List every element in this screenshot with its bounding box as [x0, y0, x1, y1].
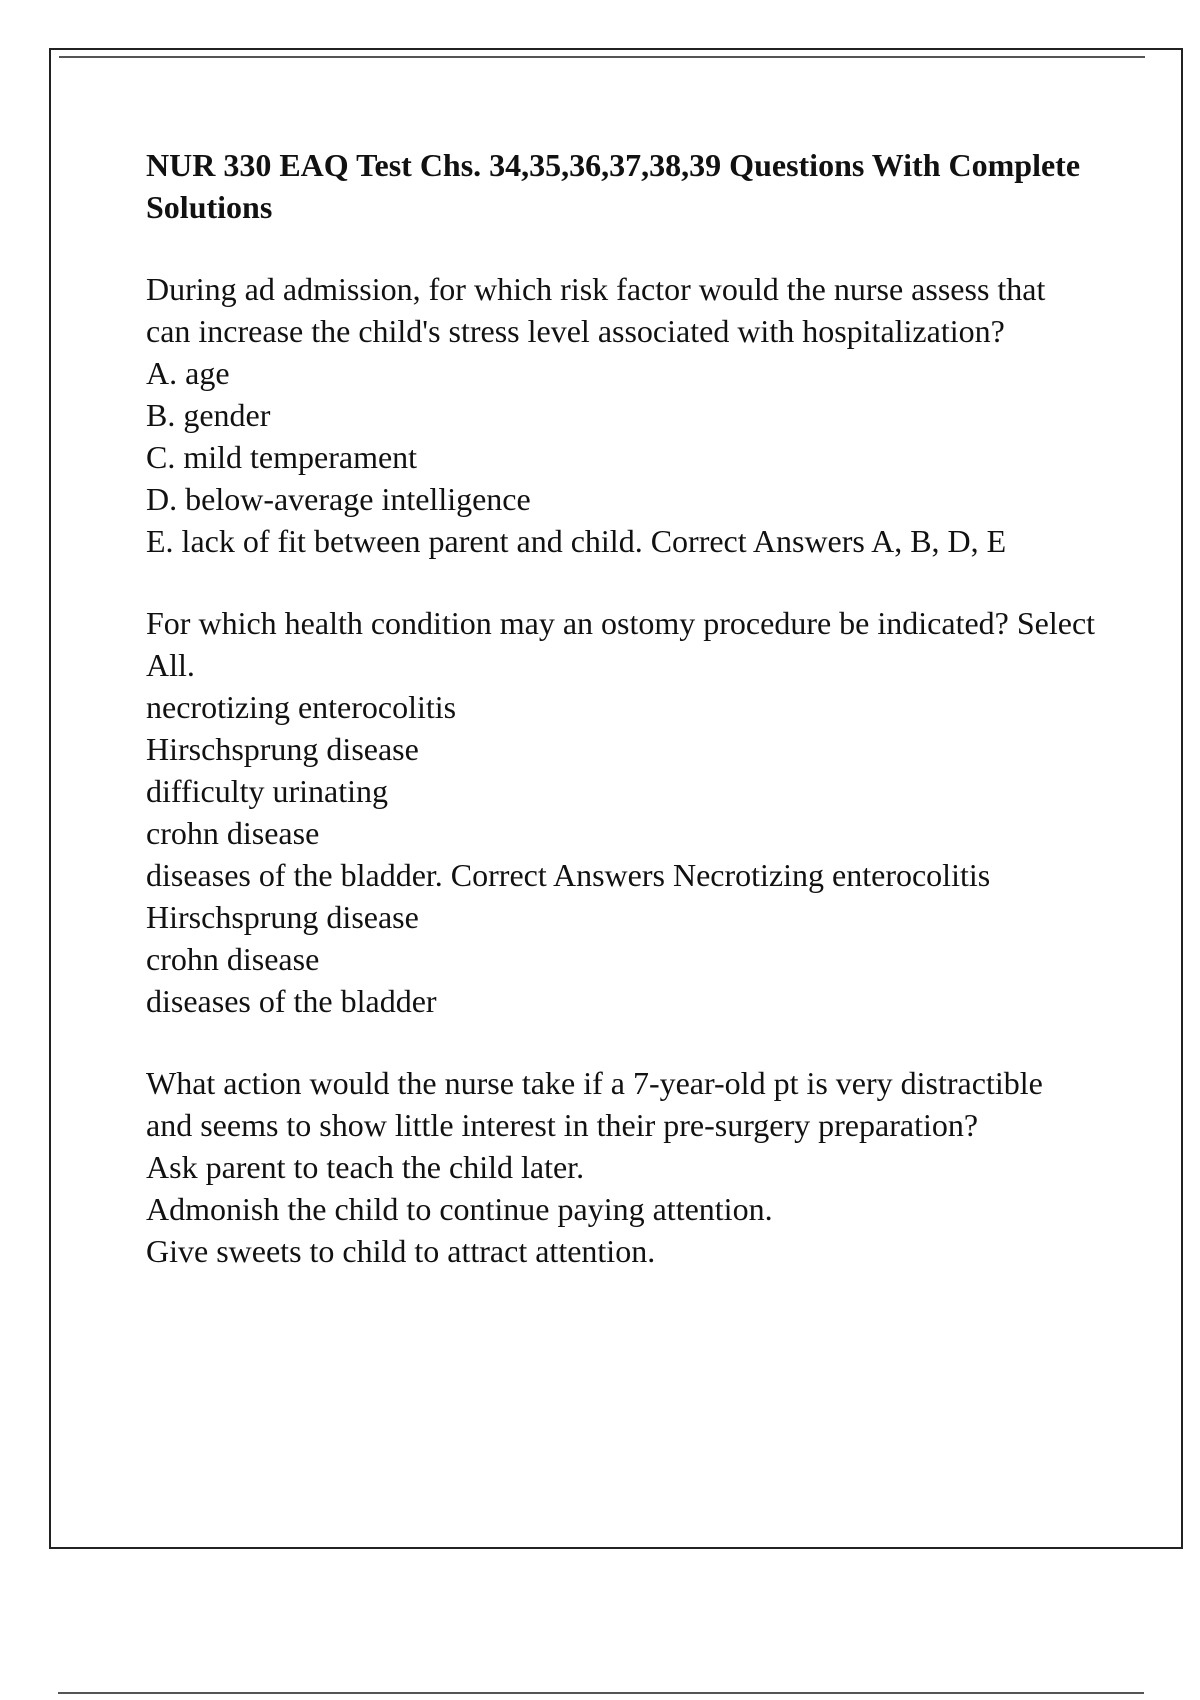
answer-option: necrotizing enterocolitis [146, 689, 457, 725]
header-rule [59, 56, 1145, 58]
document-title: NUR 330 EAQ Test Chs. 34,35,36,37,38,39 Questions With Complete Solutions [146, 147, 1081, 225]
answer-option: B. gender [146, 397, 271, 433]
answer-option: crohn disease [146, 815, 320, 851]
footer-rule [58, 1692, 1144, 1694]
answer-option: Give sweets to child to attract attention. [146, 1233, 656, 1269]
answer-option: Hirschsprung disease [146, 731, 419, 767]
answer-option: Ask parent to teach the child later. [146, 1149, 585, 1185]
answer-option: D. below-average intelligence [146, 481, 531, 517]
answer-option: difficulty urinating [146, 773, 389, 809]
question-1 [146, 268, 1096, 562]
answer-option: A. age [146, 355, 230, 391]
answer-option: Admonish the child to continue paying attention. [146, 1191, 773, 1227]
question-prompt: During ad admission, for which risk factor would the nurse assess that can increase the child's stress level associated with hospitalization? [146, 271, 1046, 349]
answer-option: C. mild temperament [146, 439, 418, 475]
answer-option-with-solution: diseases of the bladder. Correct Answers Necrotizing enterocolitis [146, 857, 991, 893]
answer-option-with-solution: E. lack of fit between parent and child. Correct Answers A, B, D, E [146, 523, 1007, 559]
question-3 [146, 1062, 1096, 1272]
question-2 [146, 602, 1096, 1022]
question-prompt: What action would the nurse take if a 7-year-old pt is very distractible and seems to show little interest in their pre-surgery preparation? [146, 1065, 1043, 1143]
solution-line: Hirschsprung disease [146, 899, 419, 935]
solution-line: crohn disease [146, 941, 320, 977]
solution-line: diseases of the bladder [146, 983, 437, 1019]
document-body [146, 144, 1096, 1272]
question-prompt: For which health condition may an ostomy procedure be indicated? Select All. [146, 605, 1096, 683]
